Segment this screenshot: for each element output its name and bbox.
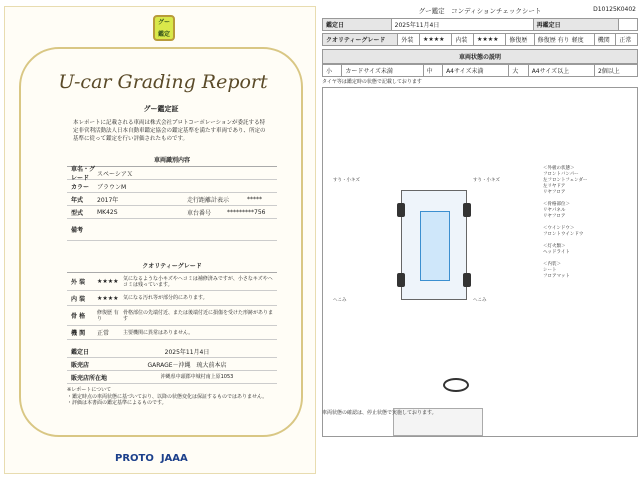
vehicle-diagram (322, 87, 638, 437)
vehicle-section (67, 153, 277, 241)
quality-section (67, 259, 277, 340)
name-label: 車名・グレード (71, 166, 96, 182)
damage-annotation: へこみ (333, 298, 347, 303)
state-title: 車両状態の説明 (322, 49, 638, 64)
size-small: 小 (323, 65, 342, 77)
wheel-icon (397, 273, 405, 287)
quality-label: 骨 格 (71, 313, 86, 320)
condition-check-sheet (322, 6, 638, 474)
mileage-label: 走行距離計表示 (187, 196, 230, 204)
chassis-label: 車台番号 (187, 209, 212, 217)
date-value: 2025年11月4日 (164, 348, 210, 356)
vehicle-section-title: 車両識別内容 (67, 153, 277, 167)
quality-label: 外 装 (71, 279, 86, 286)
quality-stars: 修復歴 有り (97, 309, 119, 322)
brand-logos (115, 453, 188, 464)
quality-stars: ★★★★ (97, 294, 119, 302)
proto-logo: PROTO (115, 453, 154, 464)
engine-label: 機関 (594, 34, 616, 46)
chassis-value: *********756 (227, 208, 266, 216)
quality-text: 骨格部位の先端付近、または後端付近に損傷を受けた形跡があります (123, 309, 274, 322)
date-label: 鑑定日 (71, 348, 90, 356)
quality-stars: 正常 (97, 330, 110, 337)
quality-section-title: クオリティーグレード (67, 259, 277, 273)
shop-label: 販売店 (71, 361, 90, 369)
grade-label: クオリティーグレード (323, 34, 398, 46)
color-label: カラー (71, 183, 90, 191)
car-top-view (401, 190, 467, 300)
shop-section (67, 345, 277, 384)
model-value: MK42S (97, 208, 118, 216)
ext-label: 外装 (398, 34, 420, 46)
footnote: ※レポートについて ・鑑定時点の車両状態に基づいており、以降の状態変化は保証するものではありません。 ・評価は本書面の鑑定基準によるものです。 (67, 387, 268, 406)
cert-title: グー鑑定証 (143, 105, 179, 113)
quality-text: 主要機関に異常はありません。 (123, 329, 194, 336)
damage-annotation: すり・小キズ (333, 178, 360, 183)
intro-text: 本レポートに記載される車両は株式会社プロトコーポレーションが委託する特定非営利活動法人日本自動車鑑定協会の鑑定基準を満たす車両であり、所定の基準に従って鑑定を行い評価されたものです。 (73, 120, 266, 142)
shop-value: GARAGE－沖縄 琉大前本店 (147, 361, 227, 369)
quality-label: 内 装 (71, 295, 86, 303)
ext-value: ★★★★ (420, 34, 452, 46)
size-a4over: A4サイズ以上 (528, 65, 594, 77)
size-a4: A4サイズ未満 (443, 65, 509, 77)
size-mid: 中 (423, 65, 442, 77)
year-value: 2017年 (97, 196, 119, 204)
wheel-icon (463, 203, 471, 217)
damage-legend: ＜外板の状態＞ フロントバンパー 左フロントフェンダー 左リヤドア リヤフロア ＜骨格部位＞ リヤパネル リヤフロア ＜ウインドウ＞ フロントウインドウ ＜灯火類＞ ヘッドライト ＜内装＞ シート フロアマット (543, 166, 588, 279)
grading-report-certificate (4, 6, 316, 474)
grade-table (322, 33, 638, 46)
repair-label: 修復歴 (506, 34, 534, 46)
quality-stars: ★★★★ (97, 278, 119, 285)
size-card: カードサイズ未満 (342, 65, 423, 77)
damage-annotation: すり・小キズ (473, 178, 500, 183)
check-date-label: 鑑定日 (323, 19, 392, 31)
quality-text: 気になるような小キズやヘコミは補修済みですが、小さなキズやヘコミは残っています。 (123, 275, 273, 288)
check-date-value: 2025年11月4日 (391, 19, 533, 31)
int-value: ★★★★ (473, 34, 505, 46)
engine-value: 正常 (616, 34, 638, 46)
goo-badge-icon: グー 鑑定 (153, 15, 175, 41)
repair-value: 修復歴 有り 軽度 (534, 34, 594, 46)
quality-text: 気になる汚れ等が部分的にあります。 (123, 295, 208, 301)
report-logo-text: U-car Grading Report (58, 71, 268, 93)
jaaa-logo: JAAA (160, 453, 188, 464)
model-label: 型式 (71, 209, 84, 217)
name-value: スペーシアＸ (97, 170, 133, 178)
steering-wheel-icon (443, 378, 469, 392)
car-cabin (420, 211, 450, 281)
bottom-note: 車両状態の確認は、停止状態で実施しております。 (322, 410, 437, 416)
state-note: タイヤ等は鑑定時の状態で記載しております (322, 79, 422, 85)
wheel-icon (397, 203, 405, 217)
sheet-code: D10125K0402 (593, 6, 636, 13)
mileage-value: ***** (247, 195, 262, 203)
header-table (322, 18, 638, 31)
address-label: 販売店所在地 (71, 374, 108, 382)
reexam-value (618, 19, 637, 31)
note-label: 備考 (71, 227, 84, 234)
color-value: ブラウンM (97, 183, 127, 191)
size-2: 2個以上 (594, 65, 637, 77)
quality-label: 機 関 (71, 330, 86, 337)
wheel-icon (463, 273, 471, 287)
address-value: 沖縄県中頭郡中城村南上原1053 (160, 374, 234, 380)
reexam-label: 再鑑定日 (533, 19, 618, 31)
size-large: 大 (509, 65, 528, 77)
int-label: 内装 (452, 34, 474, 46)
damage-annotation: へこみ (473, 298, 487, 303)
size-table (322, 64, 638, 77)
sheet-title: グー鑑定 コンディションチェックシート (418, 7, 542, 15)
year-label: 年式 (71, 196, 84, 204)
